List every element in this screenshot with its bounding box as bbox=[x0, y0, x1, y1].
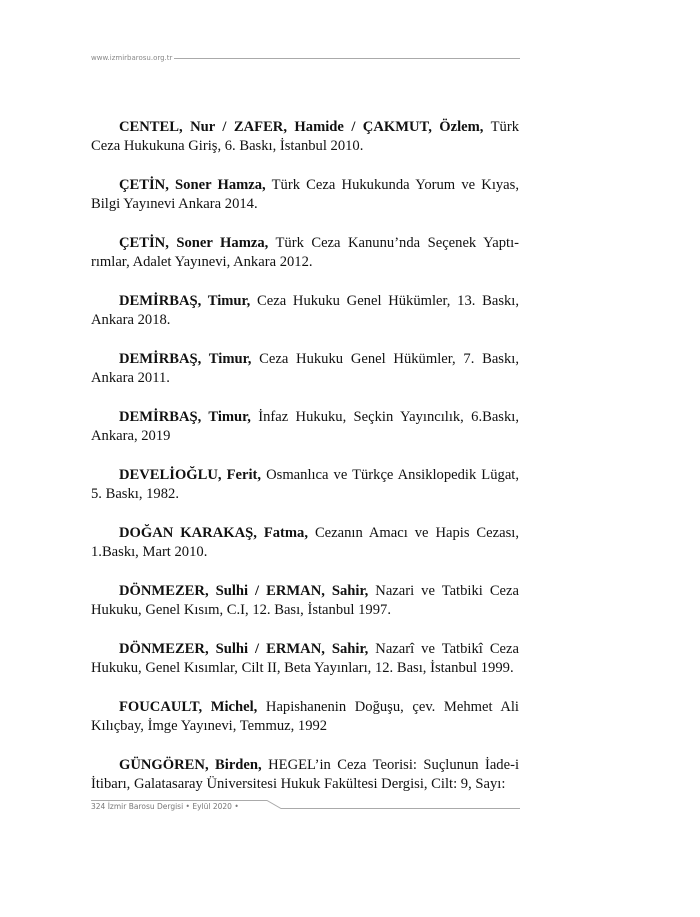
entry-author: GÜNGÖREN, Birden, bbox=[119, 757, 262, 773]
bibliography-entry bbox=[91, 640, 519, 678]
entry-text: Türk Ceza Hukukunda Yorum ve Kıyas, Bilgi Yayınevi Ankara 2014. bbox=[91, 177, 519, 213]
page-footer bbox=[91, 800, 520, 814]
entry-text: HEGEL’in Ceza Teorisi: Suçlunun İade-i İtibarı, Galatasaray Üniversitesi Hukuk Fakültesi Dergisi, Cilt: 9, Sayı: bbox=[91, 757, 519, 793]
entry-author: ÇETİN, Soner Hamza, bbox=[119, 177, 266, 193]
header-url: www.izmirbarosu.org.tr bbox=[91, 54, 173, 62]
entry-author: CENTEL, Nur / ZAFER, Hamide / ÇAKMUT, Özlem, bbox=[119, 119, 484, 135]
entry-text: İnfaz Hukuku, Seçkin Yayıncılık, 6.Baskı, Ankara, 2019 bbox=[91, 409, 519, 445]
bibliography-entry bbox=[91, 698, 519, 736]
entry-author: DEMİRBAŞ, Timur, bbox=[119, 293, 251, 309]
entry-author: DEMİRBAŞ, Timur, bbox=[119, 409, 251, 425]
bibliography-entry bbox=[91, 756, 519, 794]
entry-text: Hapishanenin Doğuşu, çev. Mehmet Ali Kılıçbay, İmge Yayınevi, Temmuz, 1992 bbox=[91, 699, 519, 735]
entry-text: Ceza Hukuku Genel Hükümler, 13. Baskı, Ankara 2018. bbox=[91, 293, 520, 329]
entry-text: Ceza Hukuku Genel Hükümler, 7. Baskı, Ankara 2011. bbox=[91, 351, 519, 387]
bibliography bbox=[91, 118, 519, 814]
bibliography-entry bbox=[91, 408, 519, 446]
entry-author: DÖNMEZER, Sulhi / ERMAN, Sahir, bbox=[119, 583, 369, 599]
page-header bbox=[91, 54, 520, 62]
bibliography-entry bbox=[91, 582, 519, 620]
entry-author: ÇETİN, Soner Hamza, bbox=[119, 235, 269, 251]
header-rule bbox=[174, 58, 520, 59]
entry-text: Türk Ceza Kanunu’nda Seçenek Yaptırımlar, Adalet Yayınevi, Ankara 2012. bbox=[91, 235, 519, 271]
bibliography-entry bbox=[91, 350, 519, 388]
entry-author: DEMİRBAŞ, Timur, bbox=[119, 351, 252, 367]
bibliography-entry bbox=[91, 118, 519, 156]
bibliography-entry bbox=[91, 234, 519, 272]
bibliography-entry bbox=[91, 524, 519, 562]
footer-text: 324 İzmir Barosu Dergisi • Eylül 2020 • bbox=[91, 802, 239, 811]
entry-author: DÖNMEZER, Sulhi / ERMAN, Sahir, bbox=[119, 641, 369, 657]
bibliography-entry bbox=[91, 466, 519, 504]
entry-text: Cezanın Amacı ve Hapis Cezası, 1.Baskı, Mart 2010. bbox=[91, 525, 519, 561]
entry-text: Türk Ceza Hukukuna Giriş, 6. Baskı, İstanbul 2010. bbox=[91, 119, 519, 155]
bibliography-entry bbox=[91, 292, 519, 330]
bibliography-entry bbox=[91, 176, 519, 214]
entry-text: Nazari ve Tatbiki Ceza Hukuku, Genel Kısım, C.I, 12. Bası, İstanbul 1997. bbox=[91, 583, 519, 619]
entry-text: Osmanlıca ve Türkçe Ansiklopedik Lügat, 5. Baskı, 1982. bbox=[91, 467, 519, 503]
entry-author: FOUCAULT, Michel, bbox=[119, 699, 258, 715]
entry-text: Nazarî ve Tatbikî Ceza Hukuku, Genel Kısımlar, Cilt II, Beta Yayınları, 12. Bası, İstanbul 1999. bbox=[91, 641, 519, 677]
entry-author: DEVELİOĞLU, Ferit, bbox=[119, 467, 262, 483]
entry-author: DOĞAN KARAKAŞ, Fatma, bbox=[119, 525, 308, 541]
